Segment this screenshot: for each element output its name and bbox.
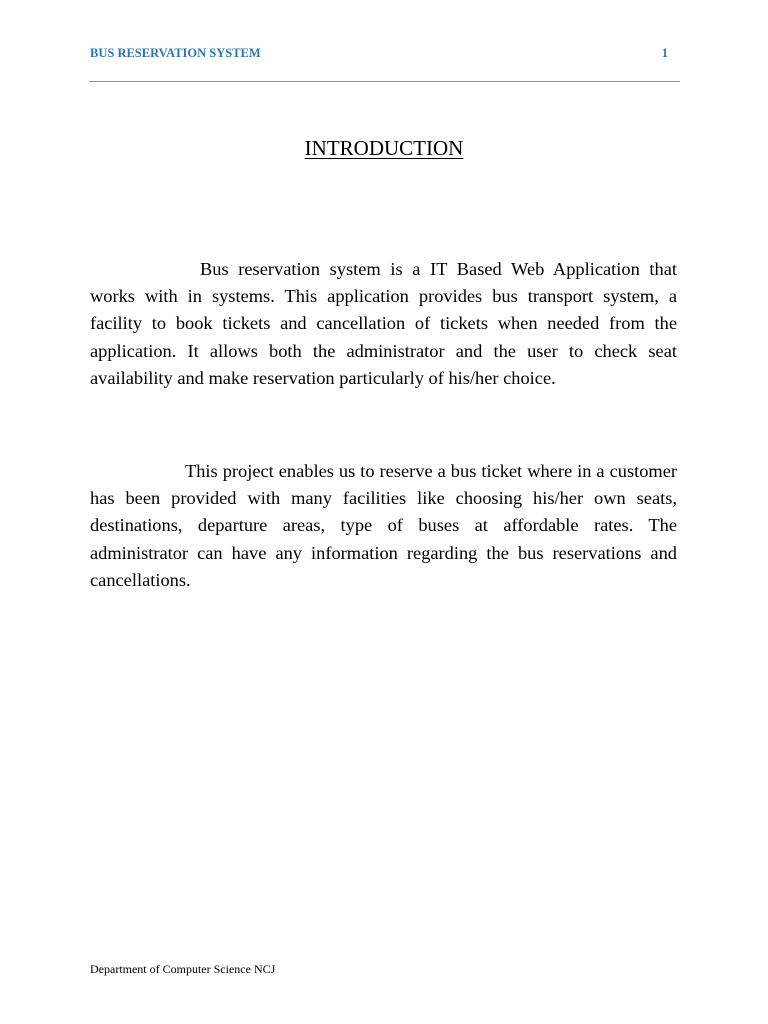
section-heading-text: INTRODUCTION	[304, 136, 464, 160]
page-header	[90, 44, 680, 64]
section-heading	[0, 136, 768, 161]
header-title: BUS RESERVATION SYSTEM	[90, 46, 261, 60]
page-footer: Department of Computer Science NCJ	[90, 962, 276, 976]
header-divider	[89, 81, 680, 82]
page-number: 1	[661, 46, 668, 60]
paragraph-1: Bus reservation system is a IT Based Web Application that works with in systems. This application provides bus transport system, a facility to book tickets and cancellation of tickets when needed from the application. It allows both the administrator and the user to check seat availability and make reservation particularly of his/her choice.	[90, 259, 677, 388]
paragraph-2: This project enables us to reserve a bus ticket where in a customer has been provided with many facilities like choosing his/her own seats, destinations, departure areas, type of buses at affordable rates. The administrator can have any information regarding the bus reservations and cancellations.	[90, 461, 677, 590]
